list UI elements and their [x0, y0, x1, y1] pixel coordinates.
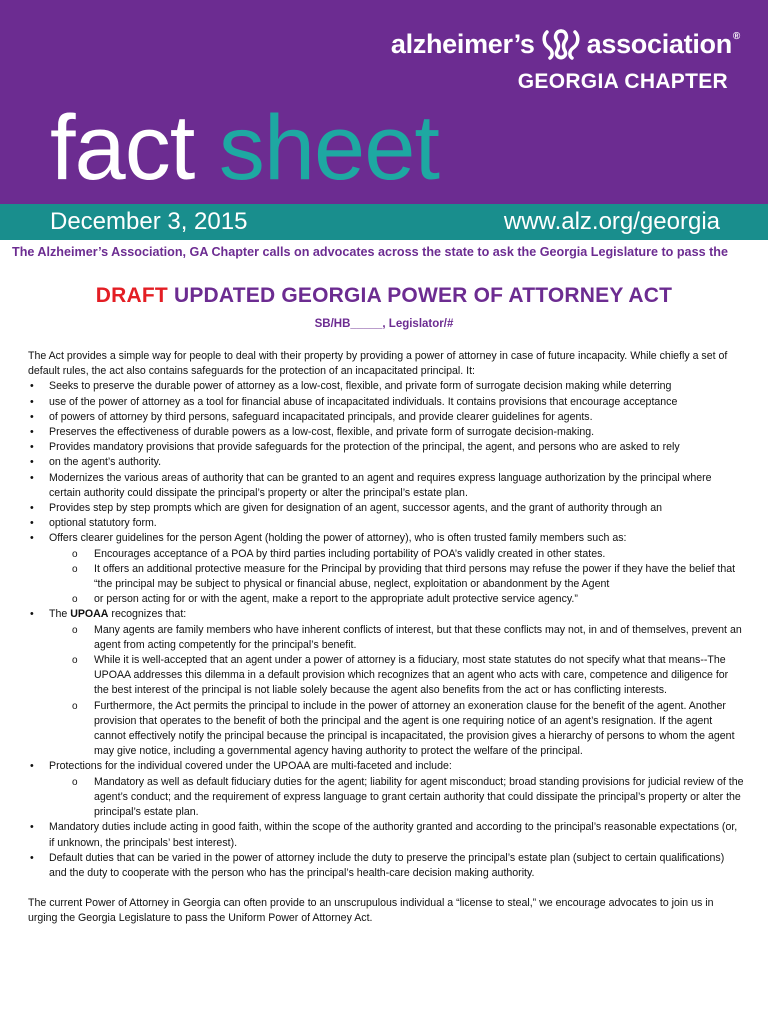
list-item: • on the agent’s authority.: [28, 455, 744, 470]
list-item: • Protections for the individual covered under the UPOAA are multi-faceted and include:: [28, 759, 744, 774]
brand-logo: [391, 28, 740, 60]
fact-sheet-heading: [50, 97, 439, 199]
list-item: • Offers clearer guidelines for the person Agent (holding the power of attorney), who is often trusted family members such as:: [28, 531, 744, 546]
brand-name-right: association: [586, 28, 732, 59]
list-item: • Provides step by step prompts which are given for designation of an agent, successor agents, and the grant of authority through an: [28, 501, 744, 516]
sub-list-item: o Mandatory as well as default fiduciary duties for the agent; liability for agent misconduct; broad standing provisions for judicial review of the agent’s conduct; and the requirement of express language to grant certain authority that could dissipate the principal’s property or alter the principal’s estate plan.: [28, 775, 744, 821]
date-url-band: [0, 204, 768, 240]
date-label: December 3, 2015: [50, 208, 248, 235]
intro-text: The Alzheimer’s Association, GA Chapter calls on advocates across the state to ask the Georgia Legislature to pass the: [12, 245, 728, 259]
list-item: • Preserves the effectiveness of durable powers as a low-cost, flexible, and private form of surrogate decision-making.: [28, 425, 744, 440]
sub-list-item: o Encourages acceptance of a POA by third parties including portability of POA’s validly created in other states.: [28, 547, 744, 562]
title-text: UPDATED GEORGIA POWER OF ATTORNEY ACT: [167, 284, 673, 307]
brand-name-left: alzheimer’s: [390, 28, 535, 59]
list-item-upoaa: [28, 607, 744, 622]
draft-label: DRAFT: [95, 284, 168, 307]
document-title: [0, 284, 768, 308]
chapter-name: GEORGIA CHAPTER: [517, 70, 728, 93]
upoaa-post: recognizes that:: [108, 608, 187, 621]
sub-list-item: o While it is well-accepted that an agent under a power of attorney is a fiduciary, most state statutes do not specify what that means--The UPOAA addresses this dilemma in a default provision which recognizes that an agent who acts with care, competence and diligence for the best interest of the principal is not liable solely because the agent also benefits from the act or has conflicting interests.: [28, 653, 744, 699]
list-item: • Mandatory duties include acting in good faith, within the scope of the authority granted and according to the principal’s reasonable expectations (or, if unknown, the principals’ best interest).: [28, 820, 744, 850]
list-item: • Modernizes the various areas of authority that can be granted to an agent and requires express language authorization by the principal where certain authority could dissipate the principal’s property or alter the principal’s estate plan.: [28, 471, 744, 501]
website-link[interactable]: www.alz.org/georgia: [503, 208, 720, 235]
alzheimers-association-logo-icon: [541, 28, 581, 60]
registered-mark: ®: [732, 30, 740, 42]
header-banner: [0, 0, 768, 204]
upoaa-bold: UPOAA: [70, 608, 109, 621]
document-body: [28, 349, 744, 927]
list-item: • Default duties that can be varied in the power of attorney include the duty to preserve the principal’s estate plan (subject to certain qualifications) and the duty to cooperate with the person who has the principal’s health-care decision making authority.: [28, 851, 744, 881]
list-item: • use of the power of attorney as a tool for financial abuse of incapacitated individuals. It contains provisions that encourage acceptance: [28, 395, 744, 410]
sub-list-item: o Furthermore, the Act permits the principal to include in the power of attorney an exoneration clause for the benefit of the agent. Another provision that operates to the benefit of both the principal and the agent is one requiring notice of an agent’s resignation. If the agent cannot effectively notify the principal because the principal is incapacitated, the provision gives a hierarchy of persons to whom the agent may give notice, including a governmental agency having authority to protect the welfare of the principal.: [28, 699, 744, 760]
upoaa-pre: The: [49, 608, 71, 621]
fact-word: fact: [50, 97, 195, 199]
list-item: • optional statutory form.: [28, 516, 744, 531]
list-item: • of powers of attorney by third persons, safeguard incapacitated principals, and provide clearer guidelines for agents.: [28, 410, 744, 425]
closing-paragraph: The current Power of Attorney in Georgia can often provide to an unscrupulous individual a “license to steal,” we encourage advocates to join us in urging the Georgia Legislature to pass the Uniform Power of Attorney Act.: [28, 897, 714, 925]
list-item: • Provides mandatory provisions that provide safeguards for the protection of the principal, the agent, and persons who are asked to rely: [28, 440, 744, 455]
bill-reference: SB/HB_____, Legislator/#: [314, 318, 454, 330]
sheet-word: sheet: [218, 97, 439, 199]
list-item: • Seeks to preserve the durable power of attorney as a low-cost, flexible, and private form of surrogate decision making while deterring: [28, 379, 744, 394]
sub-list-item: o Many agents are family members who have inherent conflicts of interest, but that these conflicts may not, in and of themselves, prevent an agent from acting competently for the principal’s benefit.: [28, 623, 744, 653]
sub-list-item: o It offers an additional protective measure for the Principal by providing that third persons may refuse the power if they have the belief that “the principal may be subject to physical or financial abuse, neglect, exploitation or abandonment by the Agent: [28, 562, 744, 592]
lead-paragraph: The Act provides a simple way for people to deal with their property by providing a power of attorney in case of future incapacity. While chiefly a set of default rules, the act also contains safeguards for the protection of an incapacitated principal. It:: [28, 350, 728, 378]
provisions-list: [28, 379, 744, 881]
sub-list-item: o or person acting for or with the agent, make a report to the appropriate adult protective service agency.”: [28, 592, 744, 607]
